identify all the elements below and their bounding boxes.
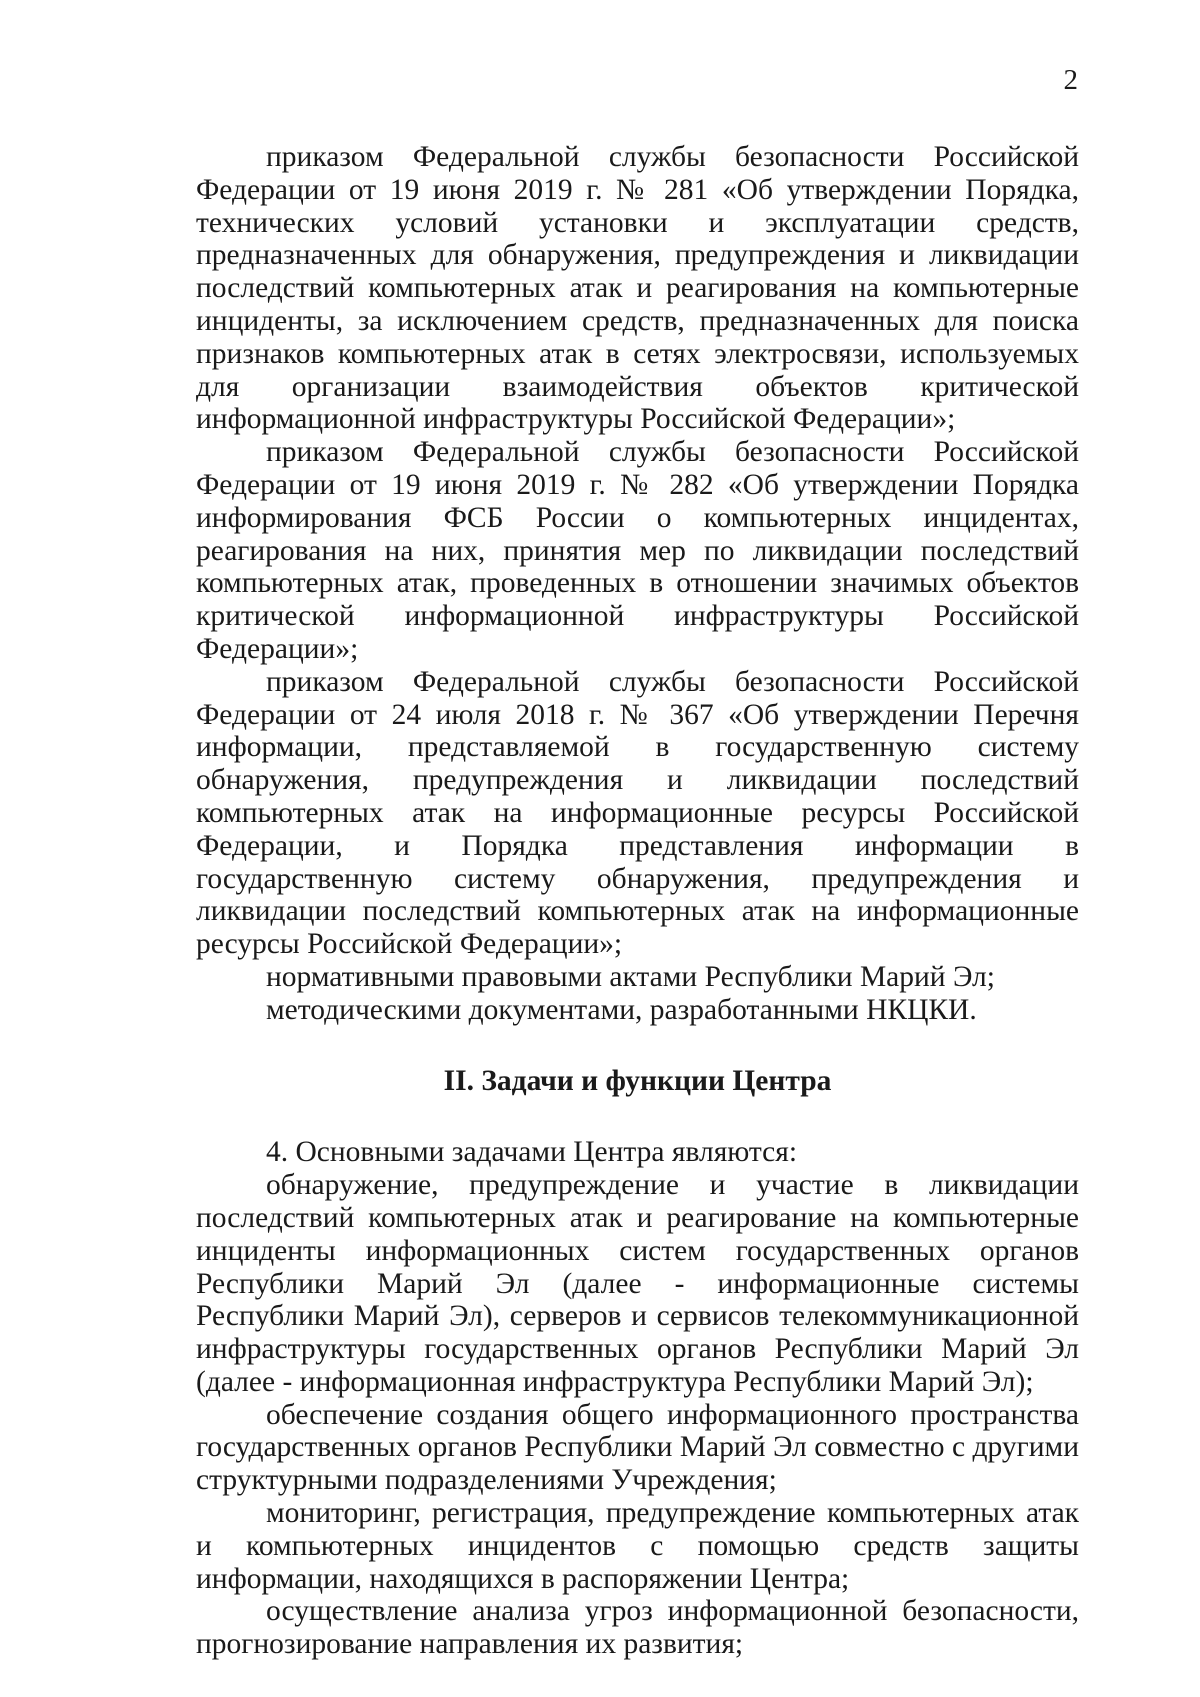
paragraph-tasks-intro: 4. Основными задачами Центра являются: [266,1136,798,1169]
section-heading: II. Задачи и функции Центра [443,1064,832,1097]
page-number: 2 [1063,64,1078,96]
document-body [196,141,1079,1661]
paragraph-regional-acts: нормативными правовыми актами Республики Марий Эл; [266,960,995,993]
paragraph-task-threat-analysis: осуществление анализа угроз информационной безопасности, прогнозирование направления их развития; [196,1595,1079,1661]
paragraph-task-monitoring: мониторинг, регистрация, предупреждение компьютерных атак и компьютерных инцидентов с помощью средств защиты информации, находящихся в распоряжении Центра; [196,1497,1079,1595]
paragraph-task-info-space: обеспечение создания общего информационного пространства государственных органов Республики Марий Эл совместно с другими структурными подразделениями Учреждения; [196,1398,1079,1497]
paragraph-task-detection: обнаружение, предупреждение и участие в ликвидации последствий компьютерных атак и реагирование на компьютерные инциденты информационных систем государственных органов Республики Марий Эл (далее - информационные системы Республики Марий Эл), серверов и сервисов телекоммуникационной инфраструктуры государственных органов Республики Марий Эл (далее - информационная инфраструктура Республики Марий Эл); [196,1169,1079,1398]
paragraph-order-282: приказом Федеральной службы безопасности Российской Федерации от 19 июня 2019 г. № 282 «Об утверждении Порядка информирования ФСБ России о компьютерных инцидентах, реагирования на них, принятия мер по ликвидации последствий компьютерных атак, проведенных в отношении значимых объектов критической информационной инфраструктуры Российской Федерации»; [196,436,1079,665]
paragraph-order-281: приказом Федеральной службы безопасности Российской Федерации от 19 июня 2019 г. № 281 «Об утверждении Порядка, технических условий установки и эксплуатации средств, предназначенных для обнаружения, предупреждения и ликвидации последствий компьютерных атак и реагирования на компьютерные инциденты, за исключением средств, предназначенных для поиска признаков компьютерных атак в сетях электросвязи, используемых для организации взаимодействия объектов критической информационной инфраструктуры Российской Федерации»; [196,141,1079,436]
paragraph-methodical-docs: методическими документами, разработанными НКЦКИ. [266,993,977,1026]
paragraph-order-367: приказом Федеральной службы безопасности Российской Федерации от 24 июля 2018 г. № 367 «Об утверждении Перечня информации, представляемой в государственную систему обнаружения, предупреждения и ликвидации последствий компьютерных атак на информационные ресурсы Российской Федерации, и Порядка представления информации в государственную систему обнаружения, предупреждения и ликвидации последствий компьютерных атак на информационные ресурсы Российской Федерации»; [196,665,1079,961]
